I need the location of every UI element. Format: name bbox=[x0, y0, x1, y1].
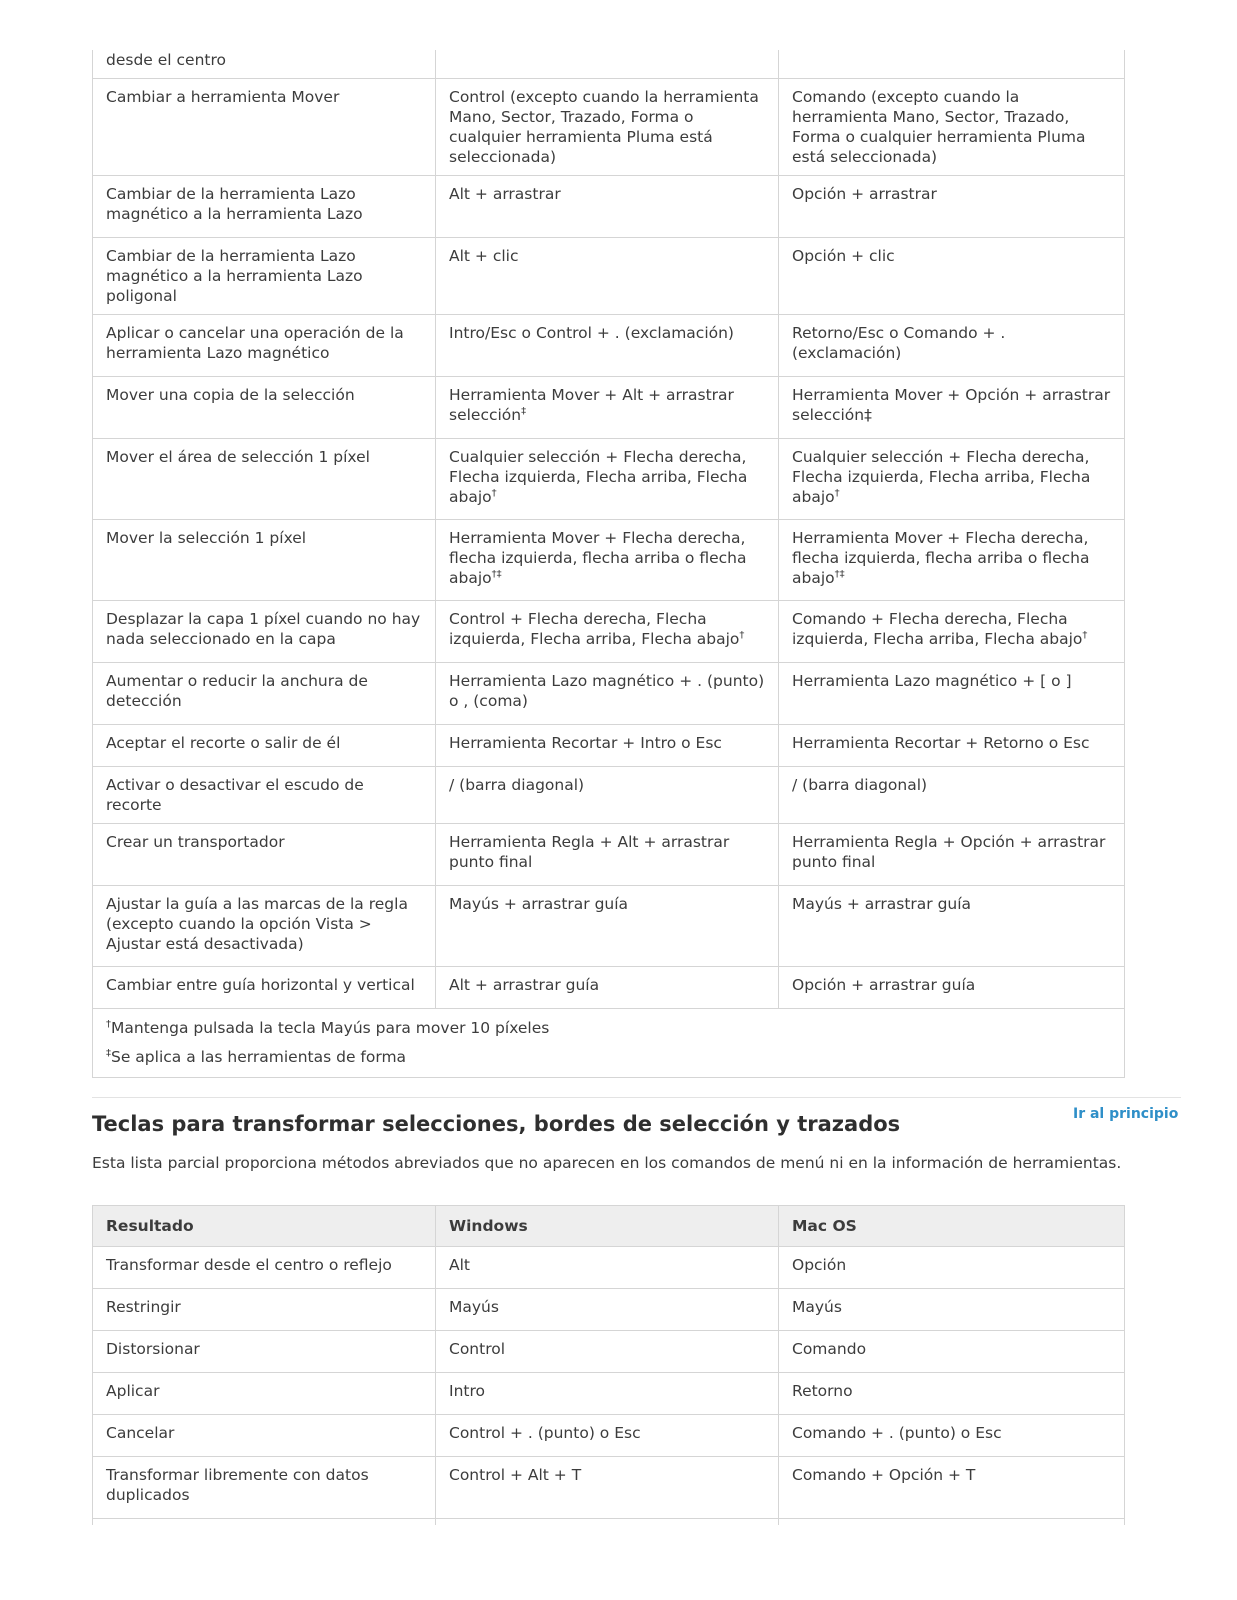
table-row bbox=[93, 50, 1125, 79]
result-cell: Distorsionar bbox=[93, 1331, 436, 1373]
mac-cell: Opción + arrastrar guía bbox=[779, 967, 1125, 1009]
result-cell: Mover la selección 1 píxel bbox=[93, 520, 436, 601]
result-cell: Ajustar la guía a las marcas de la regla (excepto cuando la opción Vista > Ajustar está desactivada) bbox=[93, 886, 436, 967]
windows-cell: Mayús bbox=[436, 1289, 779, 1331]
shortcuts-table-transform bbox=[92, 1205, 1125, 1525]
result-cell: Restringir bbox=[93, 1289, 436, 1331]
table-row bbox=[93, 238, 1125, 315]
table-row bbox=[93, 663, 1125, 725]
mac-cell bbox=[779, 50, 1125, 79]
mac-cell bbox=[779, 439, 1125, 520]
windows-cell: Control (excepto cuando la herramienta Mano, Sector, Trazado, Forma o cualquier herramienta Pluma está seleccionada) bbox=[436, 79, 779, 176]
cell-text: Herramienta Mover + Flecha derecha, flecha izquierda, flecha arriba o flecha abajo bbox=[792, 529, 1090, 587]
table-row bbox=[93, 1373, 1125, 1415]
table-row bbox=[93, 1247, 1125, 1289]
table-row bbox=[93, 79, 1125, 176]
mac-cell: Herramienta Mover + Opción + arrastrar selección‡ bbox=[779, 377, 1125, 439]
footnote-mark: ‡ bbox=[521, 406, 527, 417]
windows-cell bbox=[436, 377, 779, 439]
table-row bbox=[93, 176, 1125, 238]
footnote bbox=[106, 1047, 1111, 1067]
result-cell: Aplicar bbox=[93, 1373, 436, 1415]
cell-text: Control + Flecha derecha, Flecha izquierda, Flecha arriba, Flecha abajo bbox=[449, 610, 740, 648]
result-cell: Desplazar la capa 1 píxel cuando no hay nada seleccionado en la capa bbox=[93, 601, 436, 663]
back-to-top-link[interactable]: Ir al principio bbox=[1073, 1106, 1179, 1122]
mac-cell: Comando (excepto cuando la herramienta Mano, Sector, Trazado, Forma o cualquier herramienta Pluma está seleccionada) bbox=[779, 79, 1125, 176]
shortcuts-table-selection bbox=[92, 50, 1125, 1078]
mac-cell: Opción + arrastrar bbox=[779, 176, 1125, 238]
table-row bbox=[93, 824, 1125, 886]
result-cell: desde el centro bbox=[93, 50, 436, 79]
section-intro: Esta lista parcial proporciona métodos abreviados que no aparecen en los comandos de menú ni en la información de herramientas. bbox=[92, 1154, 1122, 1172]
mac-cell: Comando + Opción + T bbox=[779, 1457, 1125, 1519]
cell-text: Herramienta Mover + Flecha derecha, flecha izquierda, flecha arriba o flecha abajo bbox=[449, 529, 747, 587]
result-cell: Mover el área de selección 1 píxel bbox=[93, 439, 436, 520]
footnote-text: Mantenga pulsada la tecla Mayús para mover 10 píxeles bbox=[111, 1019, 550, 1037]
footnote-row bbox=[93, 1009, 1125, 1078]
table-row bbox=[93, 377, 1125, 439]
table-row bbox=[93, 1519, 1125, 1526]
footnote-mark: † bbox=[834, 488, 840, 499]
cell-text: Herramienta Mover + Alt + arrastrar selección bbox=[449, 386, 734, 424]
windows-cell: Herramienta Lazo magnético + . (punto) o , (coma) bbox=[436, 663, 779, 725]
result-cell: Aplicar o cancelar una operación de la herramienta Lazo magnético bbox=[93, 315, 436, 377]
windows-cell: Mayús + arrastrar guía bbox=[436, 886, 779, 967]
mac-cell: / (barra diagonal) bbox=[779, 767, 1125, 824]
footnote-mark: † bbox=[491, 488, 497, 499]
result-cell: Mover una copia de la selección bbox=[93, 377, 436, 439]
windows-cell: Control bbox=[436, 1331, 779, 1373]
windows-cell: Control + . (punto) o Esc bbox=[436, 1415, 779, 1457]
result-cell: Transformar desde el centro o reflejo bbox=[93, 1247, 436, 1289]
table-body bbox=[93, 50, 1125, 1078]
footnote bbox=[106, 1018, 1111, 1038]
footnotes bbox=[93, 1009, 1125, 1078]
cell-text: Cualquier selección + Flecha derecha, Flecha izquierda, Flecha arriba, Flecha abajo bbox=[449, 448, 748, 506]
table-row bbox=[93, 315, 1125, 377]
windows-cell bbox=[436, 520, 779, 601]
windows-cell: Intro bbox=[436, 1373, 779, 1415]
footnote-mark: † bbox=[1082, 630, 1088, 641]
footnote-mark: ‡ bbox=[106, 1048, 111, 1059]
windows-cell: Alt bbox=[436, 1247, 779, 1289]
mac-cell: Comando + . (punto) o Esc bbox=[779, 1415, 1125, 1457]
header-result: Resultado bbox=[93, 1206, 436, 1247]
table-row bbox=[93, 725, 1125, 767]
result-cell: Aumentar o reducir la anchura de detección bbox=[93, 663, 436, 725]
windows-cell: Alt + clic bbox=[436, 238, 779, 315]
section-divider bbox=[92, 1097, 1181, 1098]
header-row bbox=[93, 1206, 1125, 1247]
result-cell bbox=[93, 1519, 436, 1526]
table-row bbox=[93, 886, 1125, 967]
table-header bbox=[93, 1206, 1125, 1247]
table-row bbox=[93, 520, 1125, 601]
section-heading: Teclas para transformar selecciones, bordes de selección y trazados bbox=[92, 1112, 901, 1136]
mac-cell: Opción bbox=[779, 1247, 1125, 1289]
table-row bbox=[93, 1457, 1125, 1519]
result-cell: Aceptar el recorte o salir de él bbox=[93, 725, 436, 767]
windows-cell: Herramienta Regla + Alt + arrastrar punto final bbox=[436, 824, 779, 886]
mac-cell: Herramienta Lazo magnético + [ o ] bbox=[779, 663, 1125, 725]
table-body bbox=[93, 1247, 1125, 1526]
mac-cell: Retorno bbox=[779, 1373, 1125, 1415]
mac-cell bbox=[779, 520, 1125, 601]
mac-cell: Comando bbox=[779, 1331, 1125, 1373]
footnote-mark: † bbox=[739, 630, 745, 641]
mac-cell: Mayús + arrastrar guía bbox=[779, 886, 1125, 967]
header-mac: Mac OS bbox=[779, 1206, 1125, 1247]
table-row bbox=[93, 767, 1125, 824]
mac-cell: Retorno/Esc o Comando + . (exclamación) bbox=[779, 315, 1125, 377]
result-cell: Cancelar bbox=[93, 1415, 436, 1457]
windows-cell bbox=[436, 601, 779, 663]
footnote-mark: †‡ bbox=[834, 569, 845, 580]
mac-cell: Mayús bbox=[779, 1289, 1125, 1331]
table-row bbox=[93, 1415, 1125, 1457]
result-cell: Cambiar a herramienta Mover bbox=[93, 79, 436, 176]
mac-cell: Herramienta Recortar + Retorno o Esc bbox=[779, 725, 1125, 767]
table-row bbox=[93, 967, 1125, 1009]
cell-text: Cualquier selección + Flecha derecha, Flecha izquierda, Flecha arriba, Flecha abajo bbox=[792, 448, 1091, 506]
result-cell: Activar o desactivar el escudo de recorte bbox=[93, 767, 436, 824]
table-row bbox=[93, 439, 1125, 520]
result-cell: Cambiar entre guía horizontal y vertical bbox=[93, 967, 436, 1009]
result-cell: Transformar libremente con datos duplicados bbox=[93, 1457, 436, 1519]
table-row bbox=[93, 1289, 1125, 1331]
result-cell: Cambiar de la herramienta Lazo magnético a la herramienta Lazo bbox=[93, 176, 436, 238]
windows-cell bbox=[436, 439, 779, 520]
windows-cell: Control + Alt + T bbox=[436, 1457, 779, 1519]
windows-cell bbox=[436, 50, 779, 79]
windows-cell: Alt + arrastrar guía bbox=[436, 967, 779, 1009]
footnote-mark: †‡ bbox=[491, 569, 502, 580]
table-row bbox=[93, 1331, 1125, 1373]
footnote-text: Se aplica a las herramientas de forma bbox=[111, 1048, 407, 1066]
result-cell: Cambiar de la herramienta Lazo magnético a la herramienta Lazo poligonal bbox=[93, 238, 436, 315]
cell-text: Comando + Flecha derecha, Flecha izquierda, Flecha arriba, Flecha abajo bbox=[792, 610, 1083, 648]
result-cell: Crear un transportador bbox=[93, 824, 436, 886]
mac-cell: Opción + clic bbox=[779, 238, 1125, 315]
windows-cell: Herramienta Recortar + Intro o Esc bbox=[436, 725, 779, 767]
windows-cell bbox=[436, 1519, 779, 1526]
mac-cell: Herramienta Regla + Opción + arrastrar punto final bbox=[779, 824, 1125, 886]
windows-cell: Intro/Esc o Control + . (exclamación) bbox=[436, 315, 779, 377]
table-row bbox=[93, 601, 1125, 663]
windows-cell: Alt + arrastrar bbox=[436, 176, 779, 238]
windows-cell: / (barra diagonal) bbox=[436, 767, 779, 824]
mac-cell bbox=[779, 601, 1125, 663]
footnote-mark: † bbox=[106, 1019, 111, 1030]
mac-cell bbox=[779, 1519, 1125, 1526]
header-windows: Windows bbox=[436, 1206, 779, 1247]
